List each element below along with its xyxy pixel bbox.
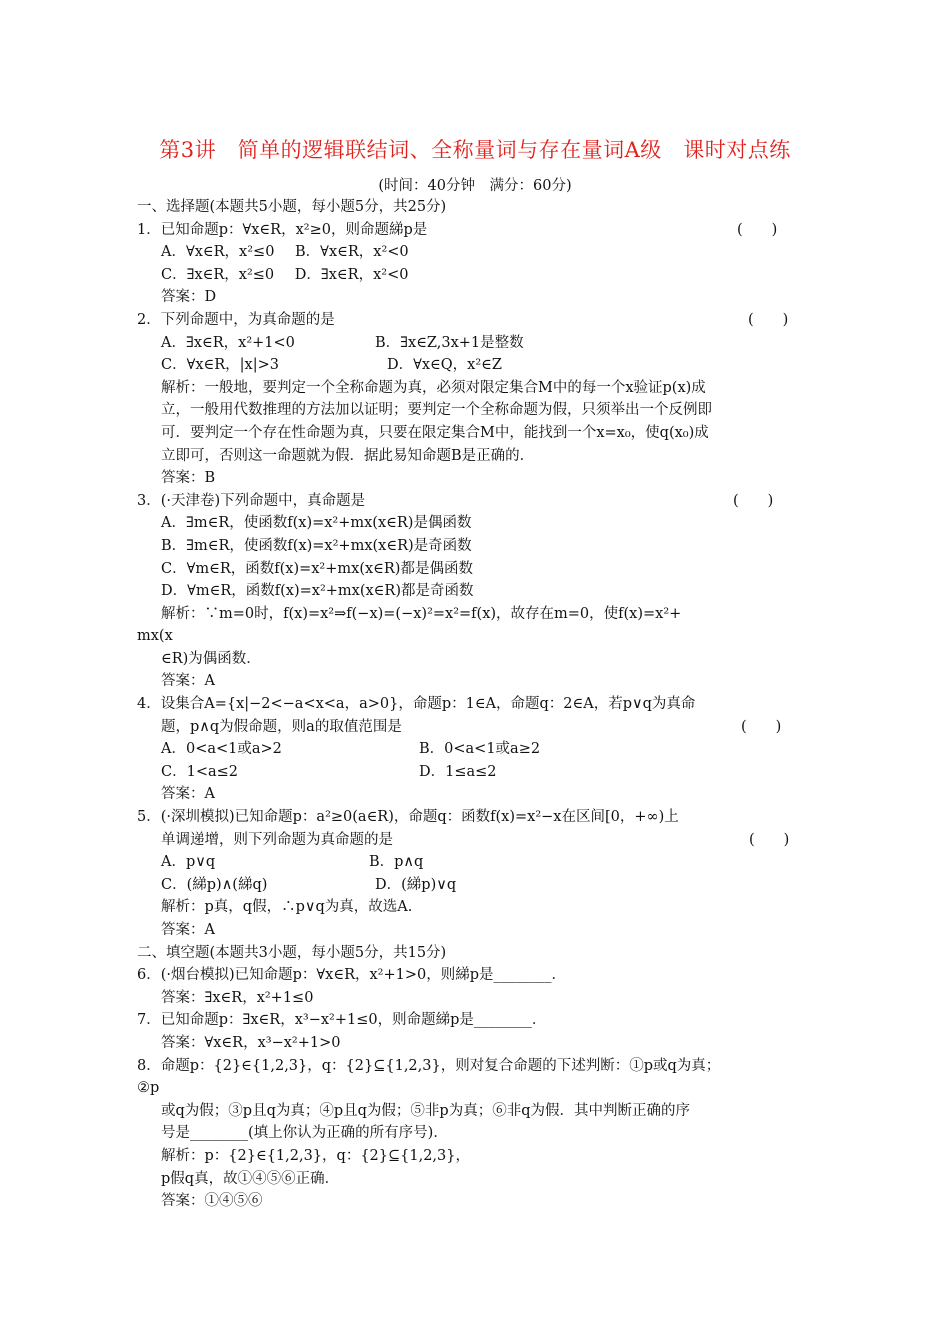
option-b: B．∀x∈R，x²<0 (295, 244, 409, 261)
document-body (137, 196, 817, 1213)
answer-bracket: ( ) (748, 311, 789, 328)
option-d: D．∀x∈Q，x²∈Z (387, 357, 502, 374)
question-5-stem-2 (137, 829, 817, 852)
question-3-stem (137, 490, 817, 513)
question-6-stem: 6．(·烟台模拟)已知命题p：∀x∈R，x²+1>0，则綈p是________． (137, 967, 567, 984)
question-8-stem-4: 号是________(填上你认为正确的所有序号)． (161, 1125, 448, 1142)
question-1-options-ab (137, 241, 817, 264)
question-2-explanation-3: 可．要判定一个存在性命题为真，只要在限定集合M中，能找到一个x=x₀，使q(x₀)成 (161, 424, 709, 441)
question-1-answer: 答案：D (161, 289, 217, 306)
question-8-answer: 答案：①④⑤⑥ (161, 1193, 263, 1210)
option-c: C．(綈p)∧(綈q) (161, 876, 268, 893)
question-8-stem-3: 或q为假；③p且q为真；④p且q为假；⑤非p为真；⑥非q为假．其中判断正确的序 (161, 1102, 690, 1119)
answer-bracket: ( ) (737, 221, 778, 238)
question-3-explanation-2: mx(x (137, 628, 173, 645)
question-8-stem-1: 8．命题p：{2}∈{1,2,3}，q：{2}⊆{1,2,3}，则对复合命题的下述判断：①p或q为真； (137, 1057, 721, 1074)
option-c: C．∀x∈R，|x|>3 (161, 357, 279, 374)
question-5-text: 单调递增，则下列命题为真命题的是 (161, 831, 393, 848)
question-3-text: 3．(·天津卷)下列命题中，真命题是 (137, 492, 366, 509)
question-2-text: 2．下列命题中，为真命题的是 (137, 311, 335, 328)
question-5-answer: 答案：A (161, 922, 215, 938)
question-1-options-cd (137, 264, 817, 287)
question-2-options-cd (137, 354, 817, 377)
page-subtitle: (时间：40分钟 满分：60分) (378, 178, 572, 194)
question-4-stem-2 (137, 716, 817, 739)
question-5-options-ab (137, 851, 817, 874)
question-1-text: 1．已知命题p：∀x∈R，x²≥0，则命题綈p是 (137, 221, 428, 238)
answer-bracket: ( ) (733, 492, 774, 509)
question-3-explanation-1: 解析：∵m=0时，f(x)=x²⇒f(−x)=(−x)²=x²=f(x)，故存在m=0，使f(x)=x²+ (161, 605, 682, 622)
option-b: B．∃m∈R，使函数f(x)=x²+mx(x∈R)是奇函数 (161, 537, 472, 554)
question-5-options-cd (137, 874, 817, 897)
option-d: D．∀m∈R，函数f(x)=x²+mx(x∈R)都是奇函数 (161, 583, 474, 600)
option-b: B．0<a<1或a≥2 (419, 741, 541, 758)
question-8-explanation-1: 解析：p：{2}∈{1,2,3}，q：{2}⊆{1,2,3}， (161, 1147, 470, 1164)
question-7-answer: 答案：∀x∈R，x³−x²+1>0 (161, 1034, 341, 1051)
option-a: A．∃m∈R，使函数f(x)=x²+mx(x∈R)是偶函数 (161, 515, 472, 532)
question-2-answer: 答案：B (161, 470, 216, 487)
question-2-stem (137, 309, 817, 332)
page-title: 第3讲 简单的逻辑联结词、全称量词与存在量词A级 课时对点练 (159, 138, 791, 162)
question-6-answer: 答案：∃x∈R，x²+1≤0 (161, 989, 314, 1006)
section-heading-choice: 一、选择题(本题共5小题，每小题5分，共25分) (137, 199, 447, 215)
option-b: B．∃x∈Z,3x+1是整数 (375, 334, 524, 351)
question-4-stem-1: 4．设集合A={x|−2<−a<x<a，a>0}，命题p：1∈A，命题q：2∈A，若p∨q为真命 (137, 696, 696, 713)
option-d: D．∃x∈R，x²<0 (294, 266, 409, 283)
question-4-answer: 答案：A (161, 786, 215, 803)
option-b: B．p∧q (369, 854, 424, 871)
question-7-stem: 7．已知命题p：∃x∈R，x³−x²+1≤0，则命题綈p是________． (137, 1012, 547, 1029)
option-c: C．1<a≤2 (161, 763, 238, 780)
option-a: A．p∨q (161, 854, 216, 871)
question-5-stem-1: 5．(·深圳模拟)已知命题p：a²≥0(a∈R)，命题q：函数f(x)=x²−x在区间[0，+∞)上 (137, 809, 679, 826)
question-4-text: 题，p∧q为假命题，则a的取值范围是 (161, 718, 402, 735)
option-c: C．∃x∈R，x²≤0 (161, 266, 275, 283)
question-2-options-ab (137, 332, 817, 355)
question-2-explanation-2: 立，一般用代数推理的方法加以证明；要判定一个全称命题为假，只须举出一个反例即 (161, 402, 712, 419)
question-4-options-ab (137, 738, 817, 761)
question-8-explanation-2: p假q真，故①④⑤⑥正确． (161, 1170, 340, 1187)
question-1-stem (137, 219, 817, 242)
section-heading-fill: 二、填空题(本题共3小题，每小题5分，共15分) (137, 944, 447, 961)
answer-bracket: ( ) (741, 718, 782, 735)
question-5-explanation: 解析：p真，q假，∴p∨q为真，故选A. (161, 899, 413, 916)
option-d: D．1≤a≤2 (419, 763, 497, 780)
question-4-options-cd (137, 761, 817, 784)
question-2-explanation-4: 立即可，否则这一命题就为假．据此易知命题B是正确的． (161, 447, 535, 464)
option-a: A．∀x∈R，x²≤0 (161, 244, 275, 261)
option-d: D．(綈p)∨q (375, 876, 457, 893)
option-c: C．∀m∈R，函数f(x)=x²+mx(x∈R)都是偶函数 (161, 560, 473, 577)
question-2-explanation-1: 解析：一般地，要判定一个全称命题为真，必须对限定集合M中的每一个x验证p(x)成 (161, 379, 706, 396)
answer-bracket: ( ) (749, 831, 790, 848)
question-3-explanation-3: ∈R)为偶函数． (161, 650, 261, 667)
question-3-answer: 答案：A (161, 673, 215, 690)
option-a: A．0<a<1或a>2 (161, 741, 282, 758)
option-a: A．∃x∈R，x²+1<0 (161, 334, 295, 351)
question-8-stem-2: ②p (137, 1080, 160, 1097)
